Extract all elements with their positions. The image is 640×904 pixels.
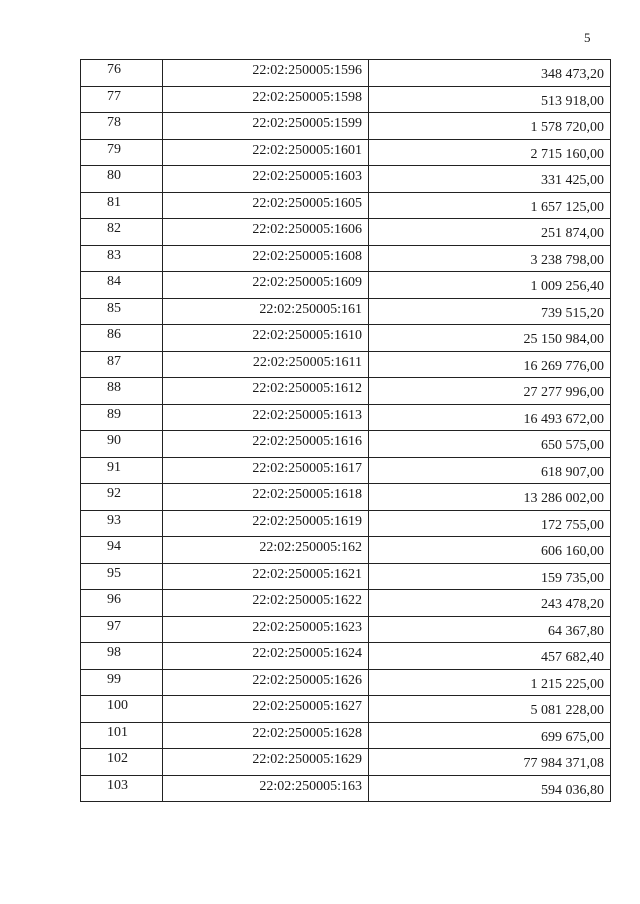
value-cell: 3 238 798,00 (369, 245, 611, 272)
value-cell: 1 578 720,00 (369, 113, 611, 140)
table-row (81, 166, 611, 193)
value-cell: 650 575,00 (369, 431, 611, 458)
row-number-cell: 101 (81, 722, 163, 749)
cadastral-number-cell: 22:02:250005:161 (163, 298, 369, 325)
page-number: 5 (584, 30, 591, 45)
cadastral-number-cell: 22:02:250005:1609 (163, 272, 369, 299)
cadastral-number-cell: 22:02:250005:1598 (163, 86, 369, 113)
row-number-cell: 91 (81, 457, 163, 484)
table-row (81, 272, 611, 299)
table-row (81, 590, 611, 617)
table-row (81, 722, 611, 749)
table-row (81, 404, 611, 431)
row-number-cell: 103 (81, 775, 163, 802)
value-cell: 27 277 996,00 (369, 378, 611, 405)
value-cell: 457 682,40 (369, 643, 611, 670)
table-row (81, 86, 611, 113)
table-body (81, 60, 611, 802)
table-row (81, 775, 611, 802)
value-cell: 606 160,00 (369, 537, 611, 564)
value-cell: 159 735,00 (369, 563, 611, 590)
value-cell: 1 657 125,00 (369, 192, 611, 219)
table-row (81, 378, 611, 405)
row-number-cell: 81 (81, 192, 163, 219)
value-cell: 16 269 776,00 (369, 351, 611, 378)
cadastral-number-cell: 22:02:250005:1624 (163, 643, 369, 670)
table-row (81, 510, 611, 537)
row-number-cell: 100 (81, 696, 163, 723)
table-row (81, 669, 611, 696)
value-cell: 13 286 002,00 (369, 484, 611, 511)
row-number-cell: 84 (81, 272, 163, 299)
table-row (81, 219, 611, 246)
cadastral-number-cell: 22:02:250005:1626 (163, 669, 369, 696)
cadastral-number-cell: 22:02:250005:1606 (163, 219, 369, 246)
table-row (81, 139, 611, 166)
cadastral-number-cell: 22:02:250005:1612 (163, 378, 369, 405)
table-row (81, 298, 611, 325)
row-number-cell: 98 (81, 643, 163, 670)
value-cell: 16 493 672,00 (369, 404, 611, 431)
cadastral-number-cell: 22:02:250005:1621 (163, 563, 369, 590)
table-row (81, 616, 611, 643)
cadastral-number-cell: 22:02:250005:1610 (163, 325, 369, 352)
value-cell: 348 473,20 (369, 60, 611, 87)
cadastral-number-cell: 22:02:250005:162 (163, 537, 369, 564)
row-number-cell: 102 (81, 749, 163, 776)
value-cell: 699 675,00 (369, 722, 611, 749)
value-cell: 25 150 984,00 (369, 325, 611, 352)
cadastral-number-cell: 22:02:250005:1611 (163, 351, 369, 378)
row-number-cell: 96 (81, 590, 163, 617)
cadastral-number-cell: 22:02:250005:1616 (163, 431, 369, 458)
table-row (81, 431, 611, 458)
row-number-cell: 95 (81, 563, 163, 590)
row-number-cell: 88 (81, 378, 163, 405)
cadastral-number-cell: 22:02:250005:1599 (163, 113, 369, 140)
cadastral-number-cell: 22:02:250005:1608 (163, 245, 369, 272)
table-row (81, 537, 611, 564)
value-cell: 172 755,00 (369, 510, 611, 537)
row-number-cell: 86 (81, 325, 163, 352)
row-number-cell: 79 (81, 139, 163, 166)
table-row (81, 192, 611, 219)
row-number-cell: 80 (81, 166, 163, 193)
row-number-cell: 87 (81, 351, 163, 378)
value-cell: 594 036,80 (369, 775, 611, 802)
row-number-cell: 93 (81, 510, 163, 537)
value-cell: 618 907,00 (369, 457, 611, 484)
cadastral-number-cell: 22:02:250005:1627 (163, 696, 369, 723)
cadastral-value-table (80, 59, 611, 802)
table-row (81, 696, 611, 723)
row-number-cell: 85 (81, 298, 163, 325)
value-cell: 2 715 160,00 (369, 139, 611, 166)
value-cell: 77 984 371,08 (369, 749, 611, 776)
cadastral-number-cell: 22:02:250005:1617 (163, 457, 369, 484)
table-row (81, 351, 611, 378)
row-number-cell: 97 (81, 616, 163, 643)
cadastral-number-cell: 22:02:250005:1613 (163, 404, 369, 431)
row-number-cell: 82 (81, 219, 163, 246)
row-number-cell: 92 (81, 484, 163, 511)
row-number-cell: 77 (81, 86, 163, 113)
table-row (81, 245, 611, 272)
cadastral-number-cell: 22:02:250005:1618 (163, 484, 369, 511)
document-table-container (80, 59, 610, 802)
cadastral-number-cell: 22:02:250005:1628 (163, 722, 369, 749)
table-row (81, 457, 611, 484)
table-row (81, 113, 611, 140)
cadastral-number-cell: 22:02:250005:163 (163, 775, 369, 802)
cadastral-number-cell: 22:02:250005:1629 (163, 749, 369, 776)
row-number-cell: 90 (81, 431, 163, 458)
value-cell: 1 215 225,00 (369, 669, 611, 696)
row-number-cell: 76 (81, 60, 163, 87)
cadastral-number-cell: 22:02:250005:1603 (163, 166, 369, 193)
cadastral-number-cell: 22:02:250005:1623 (163, 616, 369, 643)
cadastral-number-cell: 22:02:250005:1605 (163, 192, 369, 219)
cadastral-number-cell: 22:02:250005:1601 (163, 139, 369, 166)
value-cell: 513 918,00 (369, 86, 611, 113)
value-cell: 5 081 228,00 (369, 696, 611, 723)
value-cell: 243 478,20 (369, 590, 611, 617)
row-number-cell: 94 (81, 537, 163, 564)
cadastral-number-cell: 22:02:250005:1619 (163, 510, 369, 537)
row-number-cell: 78 (81, 113, 163, 140)
row-number-cell: 99 (81, 669, 163, 696)
table-row (81, 484, 611, 511)
cadastral-number-cell: 22:02:250005:1596 (163, 60, 369, 87)
value-cell: 331 425,00 (369, 166, 611, 193)
value-cell: 64 367,80 (369, 616, 611, 643)
value-cell: 1 009 256,40 (369, 272, 611, 299)
table-row (81, 563, 611, 590)
value-cell: 739 515,20 (369, 298, 611, 325)
row-number-cell: 83 (81, 245, 163, 272)
cadastral-number-cell: 22:02:250005:1622 (163, 590, 369, 617)
table-row (81, 643, 611, 670)
table-row (81, 60, 611, 87)
table-row (81, 749, 611, 776)
row-number-cell: 89 (81, 404, 163, 431)
value-cell: 251 874,00 (369, 219, 611, 246)
table-row (81, 325, 611, 352)
